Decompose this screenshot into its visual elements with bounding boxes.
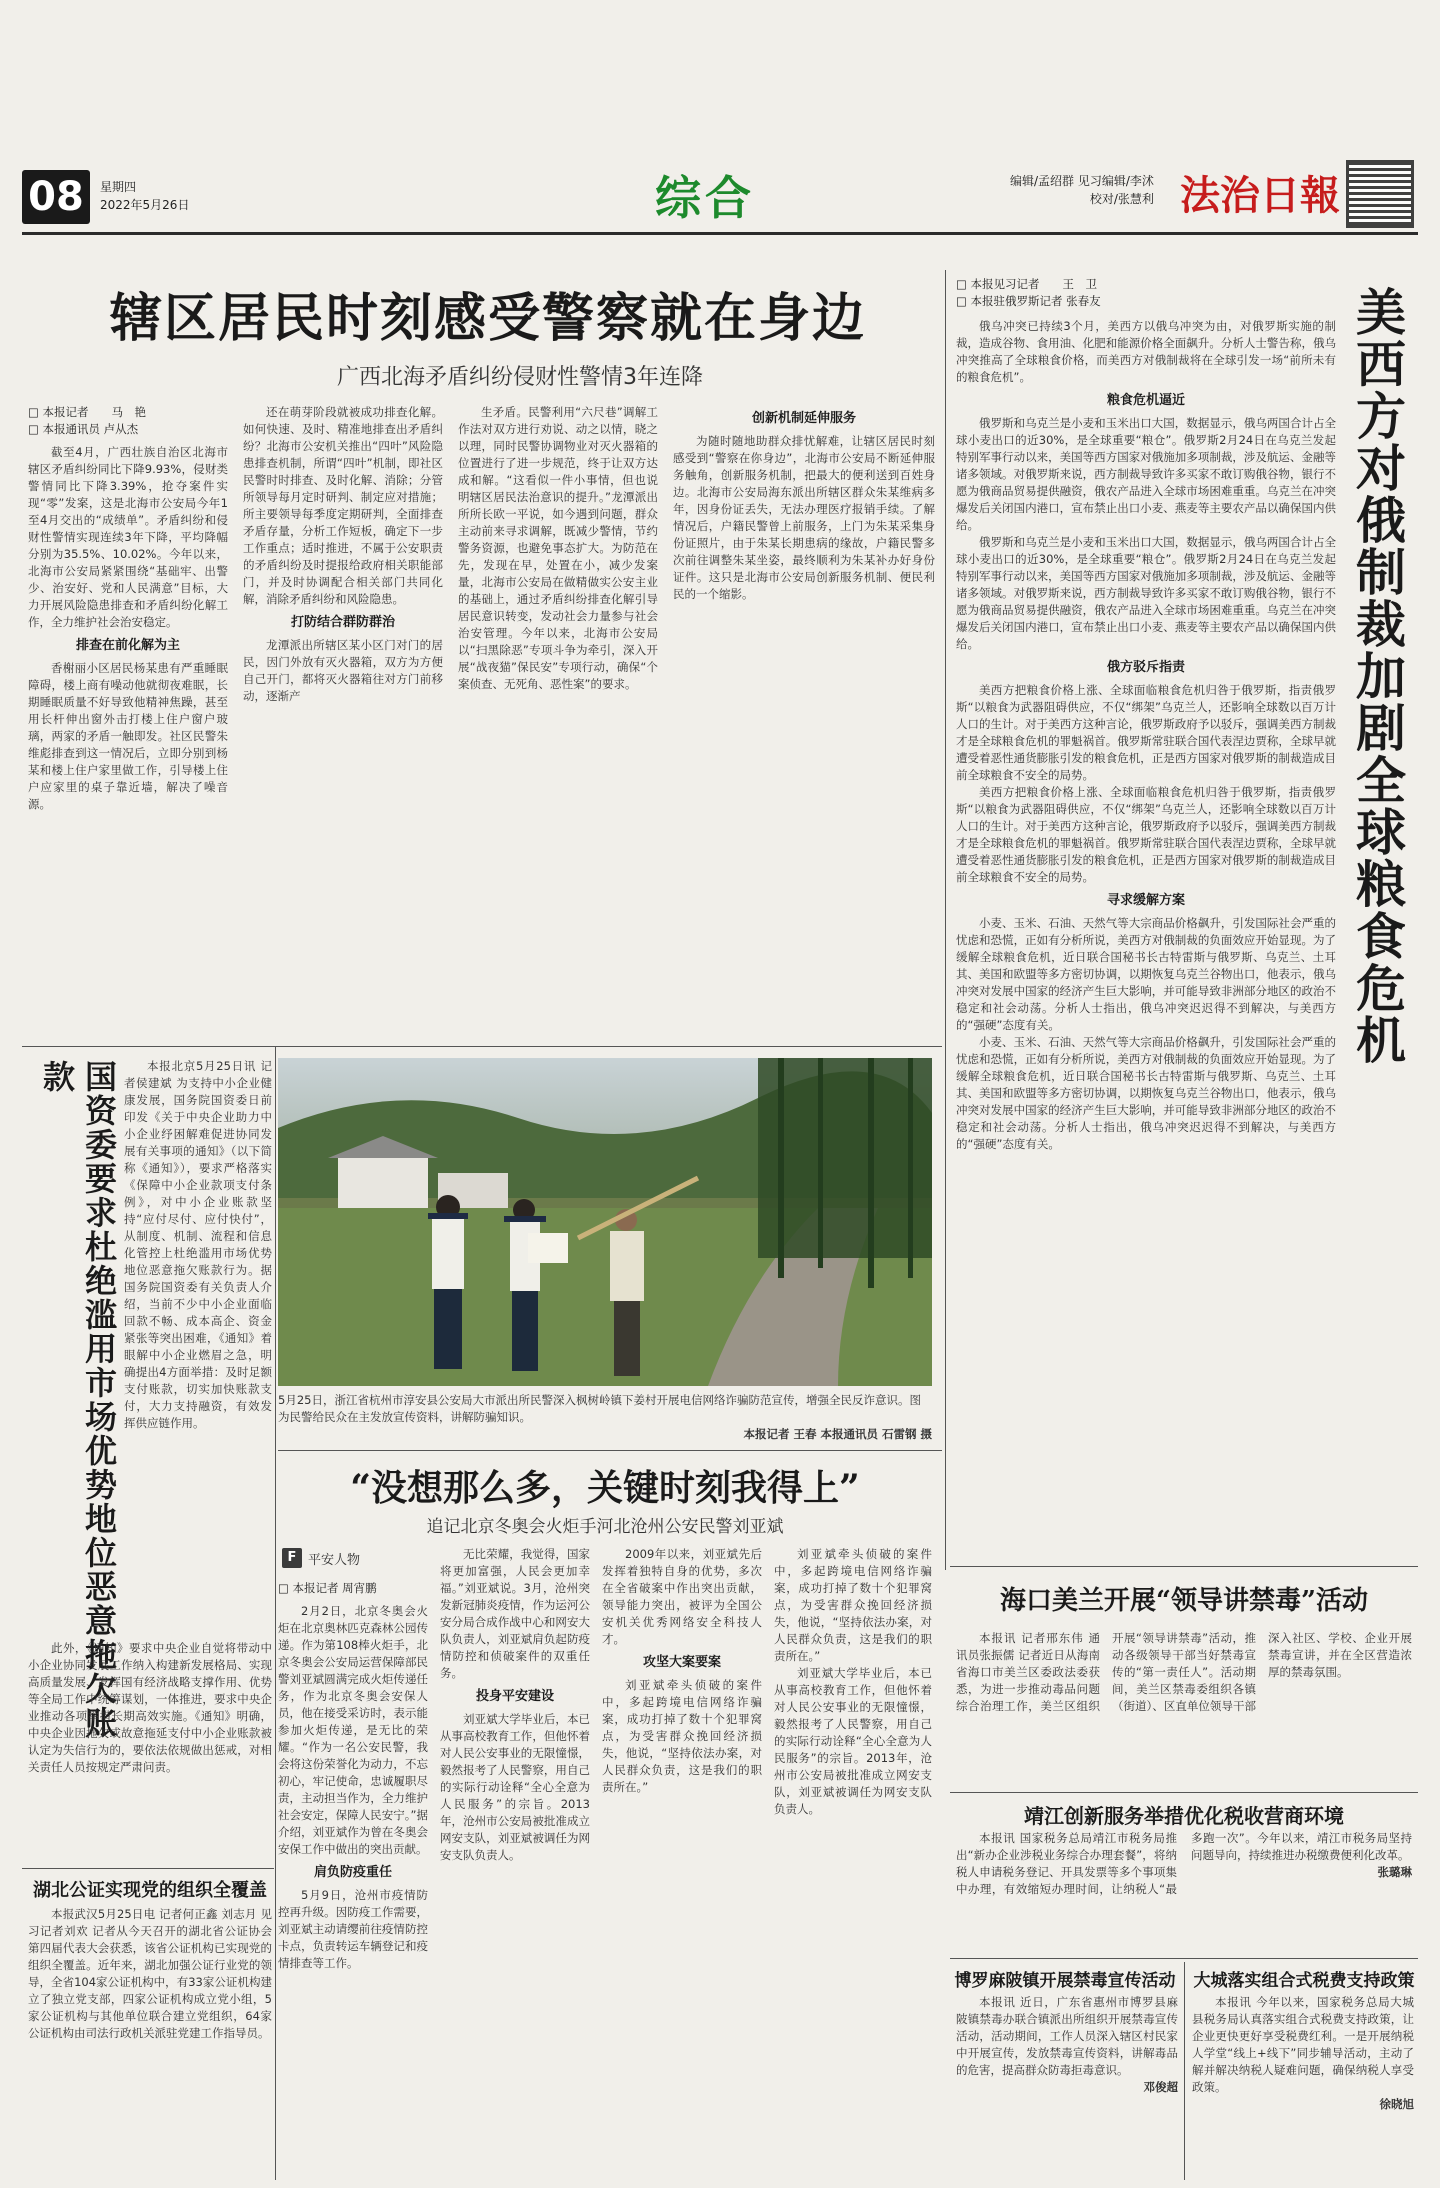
- headline-russia: 美西方对俄制裁加剧全球粮食危机: [1348, 286, 1407, 1066]
- column-tag-icon: F: [282, 1548, 302, 1568]
- divider-h1: [22, 1046, 942, 1047]
- headline-sasac: 国资委要求杜绝滥用市场优势地位恶意拖欠账款: [38, 1060, 118, 1740]
- divider-v1: [945, 270, 946, 1570]
- divider-v4: [1184, 1962, 1185, 2180]
- headline-hubei: 湖北公证实现党的组织全覆盖: [33, 1880, 267, 1901]
- column-tag: F 平安人物: [282, 1546, 360, 1568]
- a1-col4: 创新机制延伸服务 为随时随地助群众排忧解难，让辖区居民时刻感受到“警察在你身边”，北海市公安局不断延伸服务触角，创新服务机制，把最大的便利送到百姓身边。北海市公安局海东派出所辖区群众朱某维病多年，因身份证丢失，无法办理医疗报销手续。了解情况后，户籍民警曾上前服务，上门为朱某采集身份证照片，由于朱某长期患病的缘故，户籍民警多次前往调整朱某坐姿，最终顺利为朱某补办好身份证件。这只是北海市公安局创新服务机制、便民利民的一个缩影。: [673, 411, 935, 601]
- a3-col2: 此外，《通知》要求中央企业自觉将带动中小企业协同发展工作纳入构建新发展格局、实现高质量发展、发挥国有经济战略支撑作用、优势等全局工作中统筹谋划，一体推进，要求中央企业推动各项举措长期高效实施。《通知》明确，中央企业因拖欠或故意拖延支付中小企业账款被认定为失信行为的，要依法依规做出惩戒，对相关责任人员按规定严肃问责。: [28, 1641, 272, 1774]
- issue-date: 星期四 2022年5月26日: [100, 180, 190, 212]
- divider-h6: [950, 1958, 1418, 1959]
- divider-h3: [22, 1868, 274, 1869]
- a4-col1: □ 本报记者 周宵鹏 2月2日，北京冬奥会火炬在北京奥林匹克森林公园传递。作为第108棒火炬手，北京冬奥会公安局运营保障部民警刘亚斌圆满完成火炬传递任务，作为北京冬奥会安保人员，他在接受采访时，表示能参加火炬传递，是无比的荣耀。“作为一名公安民警，我会将这份荣誉化为动力，不忘初心，牢记使命，忠诚履职尽责，主动担当作为，全力维护社会安定，保障人民安宁。”据介绍，刘亚斌作为曾在冬奥会安保工作中做出的突出贡献。 肩负防疫重任 5月9日，沧州市疫情防控再升级。因防疫工作需要，刘亚斌主动请缨前往疫情防控卡点，负责转运车辆登记和疫情排查等工作。: [278, 1581, 428, 1970]
- divider-h2: [278, 1450, 942, 1451]
- news-photo-image: [278, 1058, 932, 1386]
- divider-h5: [950, 1792, 1418, 1793]
- a2-byline: □ 本报见习记者 王 卫 □ 本报驻俄罗斯记者 张春友: [956, 277, 1101, 308]
- headline-jingjiang: 靖江创新服务举措优化税收营商环境: [1024, 1804, 1344, 1828]
- a1-col2: 还在萌芽阶段就被成功排查化解。如何快速、及时、精准地排查出矛盾纠纷？北海市公安机关推出“四叶”风险隐患排查机制，所谓“四叶”机制，即社区民警时时排查、及时化解、消除；分管所领导每月定时研判、制定应对措施；所主要领导每季度定期研判，全面排查矛盾存量，分析工作短板，确定下一步工作重点；适时推进，不属于公安职责的矛盾纠纷及时提报给政府相关职能部门，并及时协调配合相关部门共同化解，消除矛盾纠纷和风险隐患。 打防结合群防群治 龙潭派出所辖区某小区门对门的居民，因门外放有灭火器箱，双方为方便自己开门，都将灭火器箱往对方门前移动，逐渐产: [243, 405, 443, 703]
- a5-body: 本报武汉5月25日电 记者何正鑫 刘志月 见习记者刘欢 记者从今天召开的湖北省公证协会第四届代表大会获悉，该省公证机构已实现党的组织全覆盖。近年来，湖北加强公证行业党的领导，全省104家公证机构中，有33家公证机构建立了独立党支部，四家公证机构成立党小组，5家公证机构与其他单位联合建立党组织，64家公证机构由司法行政机关派驻党建工作指导员。: [28, 1907, 272, 2040]
- editor-info: 编辑/孟绍群 见习编辑/李沭 校对/张慧利: [1010, 174, 1154, 206]
- divider-v2: [275, 1046, 276, 2180]
- photo-caption: 5月25日，浙江省杭州市淳安县公安局大市派出所民警深入枫树岭镇下姜村开展电信网络诈骗防范宣传，增强全民反诈意识。图为民警给民众在主发放宣传资料，讲解防骗知识。 本报记者 王春 本报通讯员 石雷钢 摄: [278, 1393, 932, 1441]
- headline-feature-subtitle: 追记北京冬奥会火炬手河北沧州公安民警刘亚斌: [426, 1517, 784, 1537]
- a9-body: 本报讯 今年以来，国家税务总局大城县税务局认真落实组合式税费支持政策，让企业更快更好享受税费红利。一是开展纳税人学堂“线上+线下”同步辅导活动，主动了解并解决纳税人疑难问题，确保纳税人享受政策。 徐晓旭: [1192, 1995, 1414, 2111]
- a1-col1: □ 本报记者 马 艳 □ 本报通讯员 卢从杰 截至4月，广西壮族自治区北海市辖区矛盾纠纷同比下降9.93%，侵财类警情同比下降3.39%，抢夺案件实现“零”发案，这是北海市公安局今年1至4月交出的“成绩单”。矛盾纠纷和侵财性警情实现连续3年下降，平均降幅分别为35.5%、10.02%。今年以来，北海市公安局紧紧围绕“基础牢、出警少、治安好、党和人民满意”目标，大力开展风险隐患排查和矛盾纠纷化解工作，全力维护社会治安稳定。 排查在前化解为主 香榭丽小区居民杨某患有严重睡眠障碍，楼上商有噪动他就彻夜难眠，长期睡眠质量不好导致他精神焦躁，甚至用长杆伸出窗外击打楼上住户窗户玻璃，两家的矛盾一触即发。社区民警朱维彪排查到这一情况后，立即分别到杨某和楼上住户家里做工作，引导楼上住户应家里的桌子靠近墙，解决了噪音源。: [28, 405, 228, 811]
- headline-boluo: 博罗麻陂镇开展禁毒宣传活动: [954, 1971, 1176, 1991]
- divider-h4: [950, 1566, 1418, 1567]
- page-number: 08: [22, 170, 90, 224]
- headline-main: 辖区居民时刻感受警察就在身边: [109, 288, 866, 349]
- a4-col2: 无比荣耀，我觉得，国家将更加富强，人民会更加幸福。”刘亚斌说。3月，沧州突发新冠肺炎疫情，作为运河公安分局合成作战中心和网安大队负责人，刘亚斌肩负起防疫情防控和侦破案件的双重任务。 投身平安建设 刘亚斌大学毕业后，本已从事高校教育工作，但他怀着对人民公安事业的无限憧憬，毅然报考了人民警察，用自己的实际行动诠释“全心全意为人民服务”的宗旨。2013年，沧州市公安局被批准成立网安支队，刘亚斌被调任为网安支队负责人。: [440, 1547, 590, 1862]
- a2-body: 俄乌冲突已持续3个月，美西方以俄乌冲突为由，对俄罗斯实施的制裁，造成谷物、食用油、化肥和能源价格全面飙升。分析人士警告称，俄乌冲突推高了全球粮食价格，而美西方对俄制裁将在全球引发一场“前所未有的粮食危机”。 粮食危机逼近 俄罗斯和乌克兰是小麦和玉米出口大国，数据显示，俄乌两国合计占全球小麦出口的近30%，是全球重要“粮仓”。俄罗斯2月24日在乌克兰发起特别军事行动以来，美国等西方国家对俄施加多项制裁，涉及航运、金融等诸多领域。对俄罗斯来说，西方制裁导致许多买家不敢订购俄谷物，银行不愿为俄商品贸易提供融资，俄农产品进入全球市场困难重重。乌克兰在冲突爆发后关闭国内港口，宣布禁止出口小麦、燕麦等主要农产品以确保国内供给。 俄罗斯和乌克兰是小麦和玉米出口大国，数据显示，俄乌两国合计占全球小麦出口的近30%，是全球重要“粮仓”。俄罗斯2月24日在乌克兰发起特别军事行动以来，美国等西方国家对俄施加多项制裁，涉及航运、金融等诸多领域。对俄罗斯来说，西方制裁导致许多买家不敢订购俄谷物，银行不愿为俄商品贸易提供融资，俄农产品进入全球市场困难重重。乌克兰在冲突爆发后关闭国内港口，宣布禁止出口小麦、燕麦等主要农产品以确保国内供给。 俄方驳斥指责 美西方把粮食价格上涨、全球面临粮食危机归咎于俄罗斯，指责俄罗斯“以粮食为武器阻碍供应，不仅“绑架”乌克兰人，还影响全球数以百万计人口的生计。对于美西方这种言论，俄罗斯政府予以驳斥，强调美西方制裁才是全球粮食危机的罪魁祸首。俄罗斯常驻联合国代表涅边贾称，全球早就遭受着恶性通货膨胀引发的粮食危机，正是西方国家对俄罗斯的制裁造成目前全球粮食不安全的局势。 美西方把粮食价格上涨、全球面临粮食危机归咎于俄罗斯，指责俄罗斯“以粮食为武器阻碍供应，不仅“绑架”乌克兰人，还影响全球数以百万计人口的生计。对于美西方这种言论，俄罗斯政府予以驳斥，强调美西方制裁才是全球粮食危机的罪魁祸首。俄罗斯常驻联合国代表涅边贾称，全球早就遭受着恶性通货膨胀引发的粮食危机，正是西方国家对俄罗斯的制裁造成目前全球粮食不安全的局势。 寻求缓解方案 小麦、玉米、石油、天然气等大宗商品价格飙升，引发国际社会严重的忧虑和恐慌，正如有分析所说，美西方对俄制裁的负面效应开始显现。为了缓解全球粮食危机，近日联合国秘书长古特雷斯与俄罗斯、乌克兰、土耳其、美国和欧盟等多方密切协调，以期恢复乌克兰谷物出口，他表示，俄乌冲突对发展中国家的经济产生巨大影响，并可能导致非洲部分地区的政治不稳定和社会动荡。分析人士指出，俄乌冲突迟迟得不到解决，与美西方的“强硬”态度有关。 小麦、玉米、石油、天然气等大宗商品价格飙升，引发国际社会严重的忧虑和恐慌，正如有分析所说，美西方对俄制裁的负面效应开始显现。为了缓解全球粮食危机，近日联合国秘书长古特雷斯与俄罗斯、乌克兰、土耳其、美国和欧盟等多方密切协调，以期恢复乌克兰谷物出口，他表示，俄乌冲突对发展中国家的经济产生巨大影响，并可能导致非洲部分地区的政治不稳定和社会动荡。分析人士指出，俄乌冲突迟迟得不到解决，与美西方的“强硬”态度有关。: [956, 319, 1336, 1151]
- section-title: 综合: [655, 171, 755, 225]
- headline-dacheng: 大城落实组合式税费支持政策: [1193, 1971, 1415, 1991]
- header-rule: [22, 232, 1418, 235]
- headline-haikou: 海口美兰开展“领导讲禁毒”活动: [1000, 1586, 1368, 1616]
- a8-body: 本报讯 近日，广东省惠州市博罗县麻陂镇禁毒办联合镇派出所组织开展禁毒宣传活动，活动期间，工作人员深入辖区村民家中开展宣传，发放禁毒宣传资料，讲解毒品的危害，提高群众防毒拒毒意识。 邓俊超: [956, 1995, 1178, 2094]
- newspaper-logo: 法治日報: [1180, 172, 1340, 219]
- headline-main-subtitle: 广西北海矛盾纠纷侵财性警情3年连降: [337, 365, 703, 390]
- news-photo: [278, 1058, 932, 1386]
- a7-body: 本报讯 国家税务总局靖江市税务局推出“新办企业涉税业务综合办理套餐”，将纳税人申请税务登记、开具发票等多个事项集中办理，有效缩短办理时间，让纳税人“最多跑一次”。今年以来，靖江市税务局坚持问题导向，持续推进办税缴费便利化改革。 张璐琳: [956, 1831, 1412, 1896]
- a1-col3: 生矛盾。民警利用“六尺巷”调解工作法对双方进行劝说、动之以情，晓之以理，同时民警协调物业对灭火器箱的位置进行了进一步规范，终于让双方达成和解。“这看似一件小事情，但也说明辖区居民法治意识的提升。”龙潭派出所所长欧一平说，如今遇到问题，群众主动前来寻求调解，既减少警情，节约警务资源，也避免事态扩大。为防范在先，发现在早，处置在小，减少发案量，北海市公安局在做精做实公安主业的基础上，通过矛盾纠纷排查化解引导居民意识转变，发动社会力量参与社会治安管理。今年以来，北海市公安局以“扫黑除恶”专项斗争为牵引，深入开展“战夜猫”保民安”专项行动，确保“个案侦查、无死角、恶性案”的要求。: [458, 405, 658, 691]
- qr-code-icon: [1346, 160, 1414, 228]
- a4-col3: 2009年以来，刘亚斌先后发挥着独特自身的优势，多次在全省破案中作出突出贡献，领导能力突出，被评为全国公安机关优秀网络安全科技人才。 攻坚大案要案 刘亚斌牵头侦破的案件中，多起跨境电信网络诈骗案，成功打掉了数十个犯罪窝点，为受害群众挽回经济损失，他说，“坚持依法办案，对人民群众负责，这是我们的职责所在。”: [602, 1547, 762, 1794]
- a6-body: 本报讯 记者邢东伟 通讯员张振儒 记者近日从海南省海口市美兰区委政法委获悉，为进一步推动毒品问题综合治理工作，美兰区组织开展“领导讲禁毒”活动，推动各级领导干部当好禁毒宣传的“第一责任人”。活动期间，美兰区禁毒委组织各镇（街道）、区直单位领导干部深入社区、学校、企业开展禁毒宣讲，并在全区营造浓厚的禁毒氛围。: [956, 1631, 1412, 1713]
- a3-col1: 本报北京5月25日讯 记者侯建斌 为支持中小企业健康发展，国务院国资委日前印发《关于中央企业助力中小企业纾困解难促进协同发展有关事项的通知》（以下简称《通知》），要求严格落实《保障中小企业款项支付条例》，对中小企业账款坚持“应付尽付、应付快付”，从制度、机制、流程和信息化管控上杜绝滥用市场优势地位恶意拖欠账款行为。据国务院国资委有关负责人介绍，当前不少中小企业面临回款不畅、成本高企、资金紧张等突出困难，《通知》着眼解中小企业燃眉之急，明确提出4方面举措：及时足额支付账款，切实加快账款支付，大力支持融资，有效发挥供应链作用。: [124, 1059, 272, 1430]
- headline-feature: “没想那么多，关键时刻我得上”: [350, 1467, 860, 1509]
- a4-col4: 刘亚斌牵头侦破的案件中，多起跨境电信网络诈骗案，成功打掉了数十个犯罪窝点，为受害群众挽回经济损失，他说，“坚持依法办案，对人民群众负责，这是我们的职责所在。” 刘亚斌大学毕业后，本已从事高校教育工作，但他怀着对人民公安事业的无限憧憬，毅然报考了人民警察，用自己的实际行动诠释“全心全意为人民服务”的宗旨。2013年，沧州市公安局被批准成立网安支队，刘亚斌被调任为网安支队负责人。: [774, 1547, 932, 1816]
